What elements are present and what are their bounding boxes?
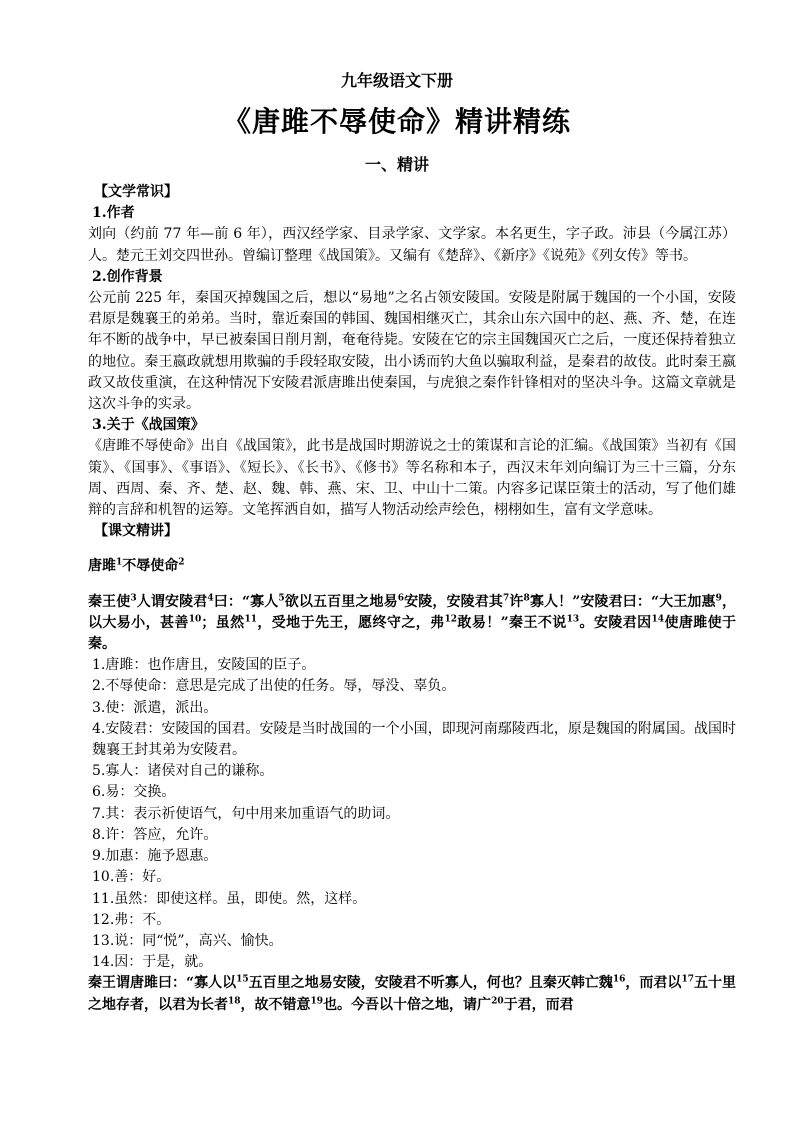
footnote-marker: 9 (715, 593, 722, 603)
text-segment: ，而君以 (625, 975, 682, 992)
footnote-marker: 12 (444, 614, 458, 625)
footnote-marker: 13 (566, 614, 580, 625)
footnote-marker: 6 (397, 593, 404, 603)
text-segment: 秦王谓唐雎曰：“寡人以 (88, 975, 237, 992)
text-segment: 秦王使 (88, 593, 131, 610)
annotation-item: 2.不辱使命：意思是完成了出使的任务。辱，辱没、辜负。 (92, 678, 456, 695)
text-segment: ，以大易小，甚善 (88, 593, 737, 631)
text-segment: 敢易！”秦王不说 (457, 614, 567, 631)
annotation-item: 12.弗：不。 (92, 911, 171, 928)
text-segment: 。安陵君因 (579, 614, 652, 631)
text-segment: ，故不错意 (240, 996, 311, 1013)
text-segment: 五百里之地易安陵，安陵君不听寡人，何也？且秦灭韩亡魏 (248, 975, 613, 992)
content-body (88, 182, 736, 1016)
author-heading: 1.作者 (92, 205, 135, 222)
section-heading: 一、精讲 (364, 155, 429, 174)
author-text: 刘向（约前 77 年—前 6 年），西汉经学家、目录学家、文学家。本名更生，字子政。沛县（今属江苏）人。楚元王刘交四世孙。曾编订整理《战国策》。又编有《楚辞》、《新序》《说苑》《列女传》等书。 (88, 226, 736, 264)
annotation-list (88, 655, 736, 973)
footnote-marker: 4 (207, 593, 214, 603)
lit-heading: 【文学常识】 (94, 184, 178, 200)
background-text: 公元前 225 年，秦国灭掉魏国之后，想以“易地”之名占领安陵国。安陵是附属于魏国的一个小国，安陵君原是魏襄王的弟弟。当时，靠近秦国的韩国、魏国相继灭亡，其余山东六国中的赵、燕、齐、楚，在连年不断的战争中，早已被秦国日削月割，奄奄待毙。安陵在它的宗主国魏国灭亡之后，一度还保持着独立的地位。秦王嬴政就想用欺骗的手段轻取安陵，出小诱而钓大鱼以骗取利益，是秦君的故伎。此时秦王嬴政又故伎重演，在这种情况下安陵君派唐雎出使秦国，与虎狼之秦作针锋相对的坚决斗争。这篇文章就是这次斗争的实录。 (88, 290, 736, 413)
text-segment: 欲以五百里之地易 (284, 593, 398, 610)
lesson-paragraph-2 (88, 973, 736, 1015)
annotation-item: 7.其：表示祈使语气，句中用来加重语气的助词。 (92, 805, 400, 822)
text-segment: 也。今吾以十倍之地，请广 (323, 996, 492, 1013)
lesson-paragraph-1 (88, 592, 736, 656)
annotation-item: 10.善：好。 (92, 869, 171, 886)
lesson-heading: 【课文精讲】 (94, 523, 178, 540)
background-heading: 2.创作背景 (92, 268, 163, 285)
footnote-marker: 7 (502, 593, 510, 603)
annotation-item: 11.虽然：即使这样。虽，即使。然，这样。 (92, 890, 367, 907)
footnote-marker: 14 (651, 614, 665, 625)
footnote-marker: 20 (491, 995, 504, 1006)
footnote-marker: 16 (612, 974, 626, 985)
annotation-item: 4.安陵君：安陵国的国君。安陵是当时战国的一个小国，即现河南鄢陵西北，原是魏国的附属国。战国时魏襄王封其弟为安陵君。 (92, 720, 736, 759)
footnote-marker: 5 (278, 593, 285, 603)
annotation-item: 14.因：于是，就。 (92, 954, 213, 971)
text-segment: 于君，而君 (503, 996, 574, 1013)
annotation-item: 6.易：交换。 (92, 784, 176, 801)
footnote-marker: 19 (310, 995, 324, 1006)
annotation-item: 9.加惠：施予恩惠。 (92, 848, 218, 865)
text-segment: 安陵，安陵君其 (404, 593, 503, 610)
lesson-title: 唐雎$^1$不辱使命$^2$ (88, 557, 185, 575)
footnote-marker: 3 (130, 593, 137, 603)
text-segment: ，受地于先王，愿终守之，弗 (257, 614, 445, 631)
annotation-item: 5.寡人：诸侯对自己的谦称。 (92, 763, 274, 780)
text-segment: 曰：“寡人 (213, 593, 279, 610)
page-title: 《唐雎不辱使命》精讲精练 (222, 105, 571, 138)
annotation-item: 13.说：同“悦”，高兴、愉快。 (92, 932, 283, 949)
text-segment: 许 (509, 593, 524, 610)
annotation-item: 3.使：派遣，派出。 (92, 699, 218, 716)
footnote-marker: 15 (236, 974, 249, 985)
text-segment: 人谓安陵君 (136, 593, 208, 610)
footnote-marker: 11 (244, 614, 257, 625)
grade-subtitle: 九年级语文下册 (340, 71, 453, 90)
zhanguoce-heading: 3.关于《战国策》 (92, 417, 205, 434)
text-segment: 五十里之地存者，以君为长者 (88, 975, 737, 1013)
footnote-marker: 10 (188, 614, 202, 625)
footnote-marker: 18 (228, 995, 241, 1006)
annotation-item: 1.唐雎：也作唐且，安陵国的臣子。 (92, 657, 316, 674)
text-segment: 使唐雎使于秦。 (88, 614, 737, 653)
text-segment: ；虽然 (201, 614, 245, 631)
footnote-marker: 17 (681, 974, 694, 985)
footnote-marker: 8 (523, 593, 530, 603)
zhanguoce-text: 《唐雎不辱使命》出自《战国策》，此书是战国时期游说之士的策谋和言论的汇编。《战国策》当初有《国策》、《国事》、《事语》、《短长》、《长书》、《修书》等名称和本子，西汉末年刘向编订为三十三篇，分东周、西周、秦、齐、楚、赵、魏、韩、燕、宋、卫、中山十二策。内容多记谋臣策士的活动，写了他们雄辩的言辞和机智的运筹。文笔挥洒自如，描写人物活动绘声绘色，栩栩如生，富有文学意味。 (88, 438, 736, 519)
annotation-item: 8.许：答应，允许。 (92, 826, 218, 843)
text-segment: 寡人！”安陵君曰：“大王加惠 (529, 593, 716, 610)
